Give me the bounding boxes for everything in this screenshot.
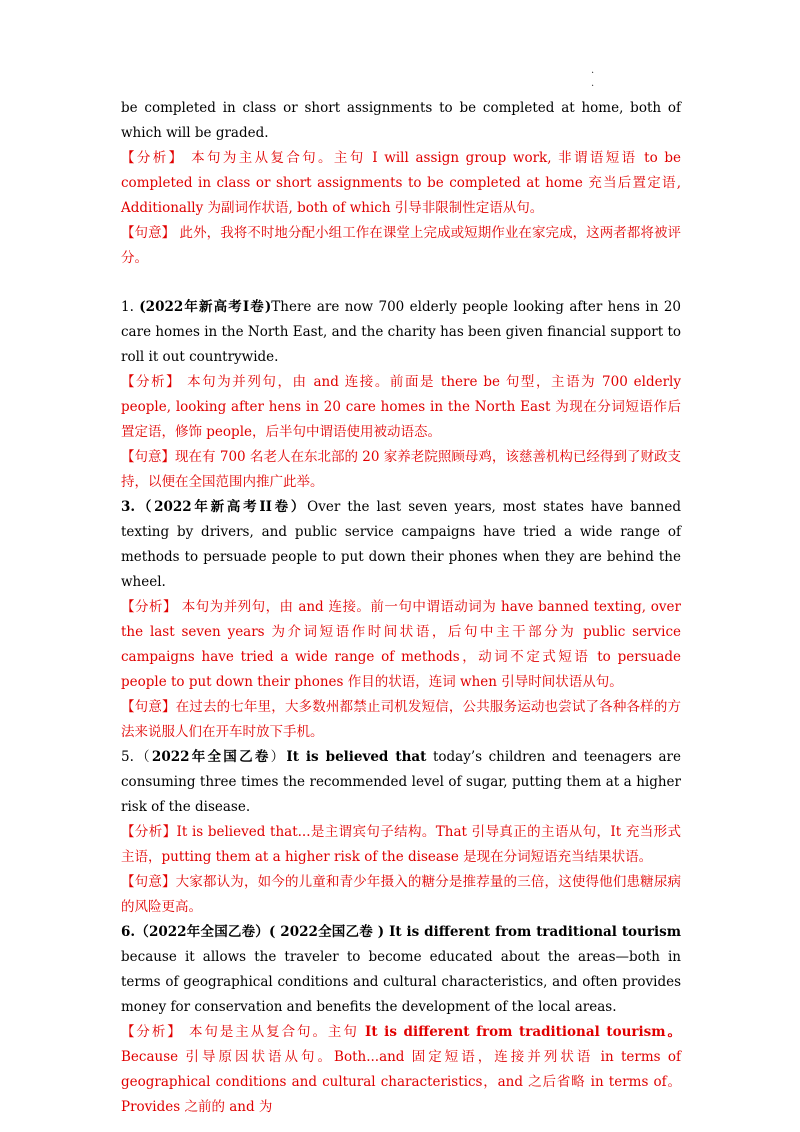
text-run: 【分析】 本句为并列句，由 and 连接。前面是 there be 句型，主语为 700 elderly people, looking after hens in 20 care homes in the North East 为现在分词短语作后置定语，修饰 people，后半句中谓语使用被动语态。 — [121, 374, 681, 440]
sentence-paragraph — [121, 745, 681, 820]
header-dots: . . — [591, 65, 595, 89]
text-run: ） — [270, 749, 287, 765]
text-run: be completed in class or short assignments to be completed at home, both of which will be graded. — [121, 100, 681, 141]
text-run: today’s children and teenagers are consuming three times the recommended level of sugar, putting them at a higher risk of the disease. — [121, 749, 681, 815]
text-run: Over the last seven years, most states have banned texting by drivers, and public service campaigns have tried a wide range of methods to persuade people to put down their phones when they are behind the wheel. — [121, 499, 681, 590]
analysis-paragraph — [121, 695, 681, 745]
text-run: because it allows the traveler to become educated about the areas—both in terms of geographical conditions and cultural characteristics, and often provides money for conservation and benefits the development of the local areas. — [121, 949, 681, 1015]
text-run: There are now 700 elderly people looking after hens in 20 care homes in the North East, and the charity has been given financial support to roll it out countrywide. — [121, 299, 681, 365]
document-body — [121, 96, 681, 1120]
analysis-paragraph — [121, 445, 681, 495]
bold-text: 6.（2022年全国乙卷）( 2022全国乙卷 ) It is different from traditional tourism — [121, 924, 681, 940]
analysis-paragraph — [121, 221, 681, 271]
text-run: 【句意】大家都认为，如今的儿童和青少年摄入的糖分是推荐量的三倍，这使得他们患糖尿病的风险更高。 — [121, 874, 681, 915]
analysis-paragraph — [121, 595, 681, 695]
text-run: Because 引导原因状语从句。Both...and 固定短语，连接并列状语 in terms of geographical conditions and cultural characteristics，and 之后省略 in terms of。Provides 之前的 and 为 — [121, 1049, 681, 1115]
sentence-paragraph — [121, 920, 681, 1020]
analysis-paragraph — [121, 870, 681, 920]
paragraph-gap — [121, 271, 681, 295]
bold-text: (2022年新高考I卷) — [139, 299, 272, 315]
sentence-paragraph — [121, 295, 681, 370]
sentence-paragraph — [121, 96, 681, 146]
bold-text: 3.（2022年新高考II卷） — [121, 499, 308, 515]
text-run: 5.（ — [121, 749, 152, 765]
analysis-paragraph — [121, 146, 681, 221]
bold-text: It is believed that — [286, 749, 427, 765]
analysis-paragraph — [121, 1020, 681, 1120]
text-run: 【分析】 本句为主从复合句。主句 I will assign group work, 非谓语短语 to be completed in class or short assignments to be completed at home 充当后置定语, Additionally 为副词作状语, both of which 引导非限制性定语从句。 — [121, 150, 681, 216]
text-run: 【句意】现在有 700 名老人在东北部的 20 家养老院照顾母鸡，该慈善机构已经得到了财政支持，以便在全国范围内推广此举。 — [121, 449, 681, 490]
text-run: 【分析】 本句是主从复合句。主句 — [121, 1024, 365, 1040]
analysis-paragraph — [121, 370, 681, 445]
text-run: 【句意】在过去的七年里，大多数州都禁止司机发短信，公共服务运动也尝试了各种各样的方法来说服人们在开车时放下手机。 — [121, 699, 681, 740]
text-run: 1. — [121, 299, 140, 315]
analysis-paragraph — [121, 820, 681, 870]
bold-text: It is different from traditional tourism。 — [365, 1024, 681, 1040]
bold-text: 2022年全国乙卷 — [151, 749, 271, 765]
sentence-paragraph — [121, 495, 681, 595]
text-run: 【分析】 本句为并列句，由 and 连接。前一句中谓语动词为 have banned texting, over the last seven years 为介词短语作时间状语，后句中主干部分为 public service campaigns have tried a wide range of methods，动词不定式短语 to persuade people to put down their phones 作目的状语，连词 when 引导时间状语从句。 — [121, 599, 681, 690]
text-run: 【分析】It is believed that...是主谓宾句子结构。That 引导真正的主语从句，It 充当形式主语，putting them at a higher risk of the disease 是现在分词短语充当结果状语。 — [121, 824, 681, 865]
text-run: 【句意】 此外，我将不时地分配小组工作在课堂上完成或短期作业在家完成，这两者都将被评分。 — [121, 225, 681, 266]
